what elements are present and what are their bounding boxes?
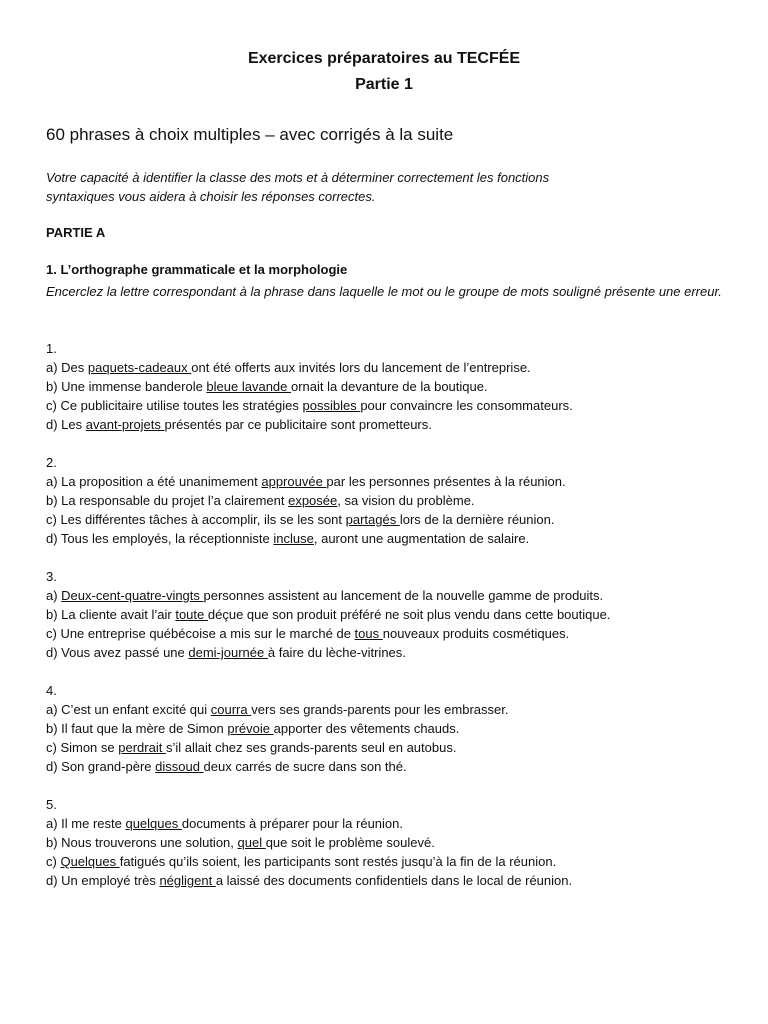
underlined-word: prévoie — [227, 721, 274, 736]
underlined-word: demi-journée — [188, 645, 268, 660]
underlined-word: paquets-cadeaux — [87, 360, 192, 375]
option-text: apporter des vêtements chauds. — [273, 721, 460, 736]
option-text: déçue que son produit préféré ne soit plus vendu dans cette boutique. — [207, 607, 611, 622]
underlined-word: possibles — [302, 398, 361, 413]
answer-option[interactable] — [46, 871, 736, 890]
underlined-word: tous — [354, 626, 383, 641]
underlined-word: exposée — [288, 493, 338, 508]
answer-option[interactable] — [46, 852, 736, 871]
option-text: d) Son grand-père — [46, 759, 156, 774]
underlined-word: dissoud — [155, 759, 204, 774]
question-number: 2. — [46, 455, 57, 470]
question-number: 1. — [46, 341, 57, 356]
answer-option[interactable] — [46, 472, 736, 491]
answer-option[interactable] — [46, 415, 736, 434]
underlined-word: Deux-cent-quatre-vingts — [61, 588, 204, 603]
answer-option[interactable] — [46, 491, 736, 510]
option-text: pour convaincre les consommateurs. — [360, 398, 573, 413]
option-text: a) — [46, 588, 62, 603]
option-text: c) — [46, 854, 61, 869]
exercise-instruction: Encerclez la lettre correspondant à la phrase dans laquelle le mot ou le groupe de mots souligné présente une erreur. — [46, 284, 722, 299]
option-text: a) C’est un enfant excité qui — [46, 702, 211, 717]
underlined-word: Quelques — [60, 854, 120, 869]
option-text: d) Un employé très — [46, 873, 160, 888]
option-text: que soit le problème soulevé. — [265, 835, 435, 850]
underlined-word: partagés — [345, 512, 400, 527]
option-text: c) Les différentes tâches à accomplir, ils se les sont — [46, 512, 346, 527]
option-text: b) Une immense banderole — [46, 379, 207, 394]
underlined-word: négligent — [159, 873, 216, 888]
option-text: a) Des — [46, 360, 88, 375]
option-text: présentés par ce publicitaire sont prometteurs. — [164, 417, 432, 432]
option-text: d) Vous avez passé une — [46, 645, 189, 660]
option-text: , sa vision du problème. — [337, 493, 475, 508]
underlined-word: courra — [210, 702, 252, 717]
underlined-word: incluse — [273, 531, 314, 546]
questions-list — [46, 339, 736, 909]
question — [46, 453, 736, 548]
option-text: a) Il me reste — [46, 816, 126, 831]
option-text: b) Il faut que la mère de Simon — [46, 721, 228, 736]
option-text: c) Ce publicitaire utilise toutes les stratégies — [46, 398, 303, 413]
question — [46, 567, 736, 662]
option-text: a) La proposition a été unanimement — [46, 474, 262, 489]
answer-option[interactable] — [46, 700, 736, 719]
answer-option[interactable] — [46, 833, 736, 852]
underlined-word: toute — [175, 607, 208, 622]
answer-option[interactable] — [46, 377, 736, 396]
answer-option[interactable] — [46, 586, 736, 605]
option-text: d) Tous les employés, la réceptionniste — [46, 531, 274, 546]
answer-option[interactable] — [46, 757, 736, 776]
question-number: 3. — [46, 569, 57, 584]
part-label: PARTIE A — [46, 225, 106, 240]
option-text: à faire du lèche-vitrines. — [267, 645, 406, 660]
document-title: Exercices préparatoires au TECFÉE — [247, 50, 521, 67]
underlined-word: avant-projets — [85, 417, 165, 432]
answer-option[interactable] — [46, 605, 736, 624]
question — [46, 795, 736, 890]
option-text: fatigués qu’ils soient, les participants sont restés jusqu’à la fin de la réunion. — [119, 854, 557, 869]
underlined-word: approuvée — [261, 474, 327, 489]
option-text: b) La responsable du projet l’a clairement — [46, 493, 289, 508]
option-text: , auront une augmentation de salaire. — [313, 531, 530, 546]
option-text: c) Simon se — [46, 740, 119, 755]
question-number: 5. — [46, 797, 57, 812]
answer-option[interactable] — [46, 358, 736, 377]
document-part-title: Partie 1 — [355, 76, 413, 93]
answer-option[interactable] — [46, 510, 736, 529]
option-text: nouveaux produits cosmétiques. — [382, 626, 570, 641]
option-text: d) Les — [46, 417, 86, 432]
underlined-word: quelques — [125, 816, 182, 831]
option-text: lors de la dernière réunion. — [399, 512, 555, 527]
underlined-word: perdrait — [118, 740, 166, 755]
option-text: a laissé des documents confidentiels dans le local de réunion. — [215, 873, 573, 888]
option-text: vers ses grands-parents pour les embrasser. — [251, 702, 509, 717]
option-text: documents à préparer pour la réunion. — [181, 816, 403, 831]
document-subtitle: 60 phrases à choix multiples – avec corrigés à la suite — [46, 125, 454, 144]
answer-option[interactable] — [46, 719, 736, 738]
question — [46, 681, 736, 776]
question-number: 4. — [46, 683, 57, 698]
underlined-word: bleue lavande — [206, 379, 291, 394]
option-text: ornait la devanture de la boutique. — [291, 379, 488, 394]
answer-option[interactable] — [46, 396, 736, 415]
section-heading: 1. L’orthographe grammaticale et la morphologie — [46, 262, 348, 277]
option-text: personnes assistent au lancement de la nouvelle gamme de produits. — [203, 588, 604, 603]
answer-option[interactable] — [46, 738, 736, 757]
option-text: s’il allait chez ses grands-parents seul en autobus. — [165, 740, 457, 755]
answer-option[interactable] — [46, 529, 736, 548]
option-text: deux carrés de sucre dans son thé. — [203, 759, 407, 774]
answer-option[interactable] — [46, 814, 736, 833]
option-text: c) Une entreprise québécoise a mis sur le marché de — [46, 626, 355, 641]
underlined-word: quel — [237, 835, 266, 850]
option-text: ont été offerts aux invités lors du lancement de l’entreprise. — [191, 360, 531, 375]
intro-paragraph: Votre capacité à identifier la classe des mots et à déterminer correctement les fonctions syntaxiques vous aidera à choisir les réponses correctes. — [46, 170, 550, 204]
answer-option[interactable] — [46, 643, 736, 662]
option-text: b) La cliente avait l’air — [46, 607, 176, 622]
question — [46, 339, 736, 434]
option-text: b) Nous trouverons une solution, — [46, 835, 238, 850]
option-text: par les personnes présentes à la réunion. — [326, 474, 566, 489]
answer-option[interactable] — [46, 624, 736, 643]
